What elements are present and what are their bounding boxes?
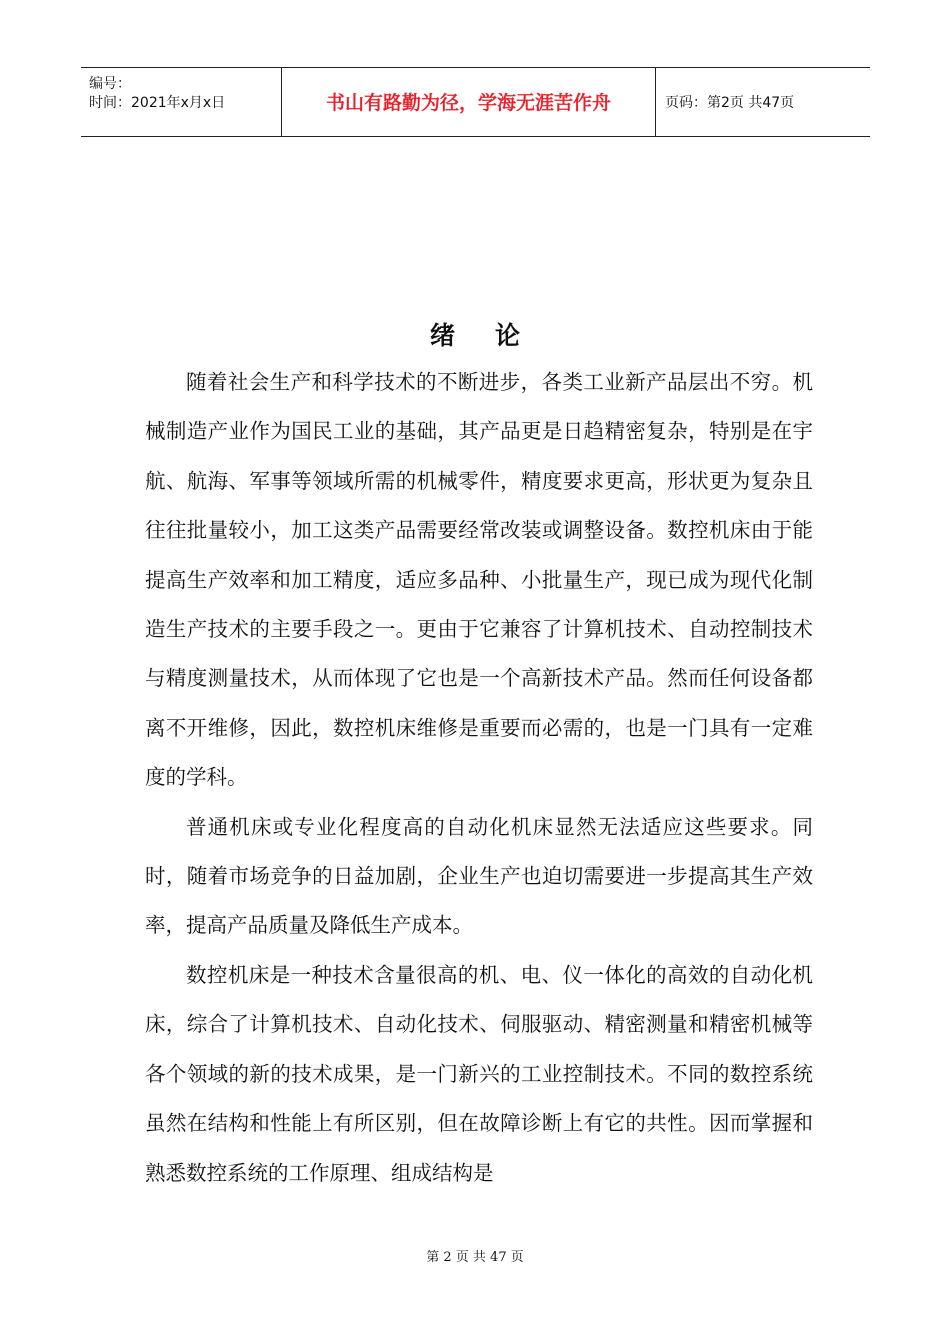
page-footer: 第 2 页 共 47 页 [426,1250,524,1265]
header-motto-cell [281,68,656,136]
document-body [145,358,813,1198]
header-page-cell [655,68,870,136]
document-number-label: 编号： [89,76,131,92]
header-page-code: 页码：第2页 共47页 [665,95,795,111]
paragraph: 普通机床或专业化程度高的自动化机床显然无法适应这些要求。同时，随着市场竞争的日益加剧，企业生产也迫切需要进一步提高其生产效率，提高产品质量及降低生产成本。 [145,814,813,938]
document-title: 绪论 [429,321,560,350]
document-time-label: 时间：2021年x月x日 [89,95,226,111]
paragraph: 随着社会生产和科学技术的不断进步，各类工业新产品层出不穷。机械制造产业作为国民工业的基础，其产品更是日趋精密复杂，特别是在宇航、航海、军事等领域所需的机械零件，精度要求更高，形状更为复杂且往往批量较小，加工这类产品需要经常改装或调整设备。数控机床由于能提高生产效率和加工精度，适应多品种、小批量生产，现已成为现代化制造生产技术的主要手段之一。更由于它兼容了计算机技术、自动控制技术与精度测量技术，从而体现了它也是一个高新技术产品。然而任何设备都离不开维修，因此，数控机床维修是重要而必需的，也是一门具有一定难度的学科。 [145,370,813,790]
header-motto: 书山有路勤为径，学海无涯苦作舟 [325,92,611,114]
page-header [81,67,870,137]
header-info-cell [81,68,281,136]
paragraph: 数控机床是一种技术含量很高的机、电、仪一体化的高效的自动化机床，综合了计算机技术、自动化技术、伺服驱动、精密测量和精密机械等各个领域的新的技术成果，是一门新兴的工业控制技术。不同的数控系统虽然在结构和性能上有所区别，但在故障诊断上有它的共性。因而掌握和熟悉数控系统的工作原理、组成结构是 [145,962,813,1185]
